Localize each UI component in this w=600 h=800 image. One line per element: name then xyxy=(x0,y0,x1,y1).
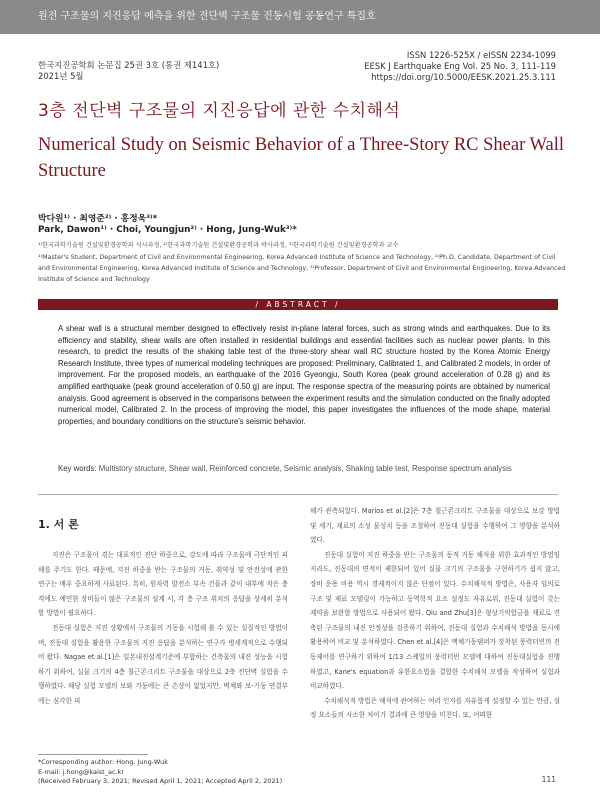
email[interactable]: E-mail: j.hong@kaist_ac.kr xyxy=(38,767,125,776)
received-dates: (Received February 3, 2021; Revised April 1, 2021; Accepted April 2, 2021) xyxy=(38,777,283,786)
journal-volume-en: EESK J Earthquake Eng Vol. 25 No. 3, 111-119 xyxy=(364,61,556,71)
abstract-header: / ABSTRACT / xyxy=(38,299,558,310)
page-number: 111 xyxy=(541,775,556,784)
keywords-list: Multistory structure, Shear wall, Reinforced concrete, Seismic analysis, Shaking table test, Response spectrum analysis xyxy=(98,464,512,473)
paragraph: 진동대 실험은 지진 상황에서 구조물의 거동을 시험해 볼 수 있는 실질적인 방법이며, 진동대 실험을 활용한 구조물의 지진 응답을 분석하는 연구가 병세계적으로 수행되어 왔다. Nagae et al.[1]은 일본내진설계기준에 부합하는 건축물의 내진 성능을 시험하기 위하여, 실물 크기의 4층 철근콘크리트 구조물을 대상으로 2축 전단벽 실험을 수행하였다. 해당 실험 모델의 보와 기둥에는 큰 손상이 없었지만, 벽체와 보-기둥 연결부에는 심각한 피 xyxy=(38,623,288,705)
footnote xyxy=(38,758,288,787)
affiliations-korean: ¹⁾한국과학기술원 건설및환경공학과 석사과정, ²⁾한국과학기술원 건설및환경공학과 박사과정, ³⁾한국과학기술원 건설및환경공학과 교수 xyxy=(38,242,399,249)
journal-info-en xyxy=(364,50,556,83)
paragraph: 해가 관측되었다. Marios et al.[2]은 7층 철근콘크리트 구조물을 대상으로 보강 방법 및 세기, 재료의 소성 물성치 등을 조절하여 진동대 실험을 수행하여 그 영향을 분석하였다. xyxy=(310,507,560,545)
keywords-label: Key words: xyxy=(58,464,97,473)
paragraph: 수치해석적 방법은 해석에 관여하는 여러 인자를 자유롭게 설정할 수 있는 만큼, 설정 요소들의 사소한 차이가 결과에 큰 영향을 미친다. 또, 어떠한 xyxy=(310,696,560,720)
paragraph: 진동대 실험이 지진 하중을 받는 구조물의 동적 거동 해석을 위한 효과적인 방법임지라도, 진동대의 면적이 제한되어 있어 실물 크기의 구조물을 구현하기가 쉽지 않고, 장비 운용 비용 역시 경제적이지 않은 단점이 있다. 수치해석적 방법은, 사용자 임의로 구조 및 재료 모델링이 가능하고 동역학적 요소 설정도 자유로워, 진동대 실험이 갖는 제약을 보완할 방법으로 사용되어 왔다. Qiu and Zhu[3]은 형상기억합금을 재료로 견축된 구조물의 내진 안정성을 검증하기 위하여, 진동대 실험과 수치해석 방법을 동시에 활용하여 비교 및 분석하였다. Chen et al.[4]은 액체기둥댐퍼가 장착된 풍력터빈의 진동제어를 연구하기 위하여 1/13 스케일의 풍력터빈 모델에 대하여 진동대실험을 진행하였고, Kane's equation과 유한요소법을 결합한 수치해석 모델을 작성하여 실험과 비교하였다. xyxy=(310,550,560,691)
section-heading: 1. 서 론 xyxy=(38,518,79,531)
special-issue-banner: 원전 구조물의 지진응답 예측을 위한 전단벽 구조물 진동시험 공동연구 특집호 xyxy=(0,0,600,34)
issn: ISSN 1226-525X / eISSN 2234-1099 xyxy=(406,50,556,60)
keywords xyxy=(58,463,550,474)
title-korean: 3층 전단벽 구조물의 지진응답에 관한 수치해석 xyxy=(38,101,401,121)
abstract-text: A shear wall is a structural member designed to effectively resist in-plane lateral forces, such as strong winds and earthquakes. Due to its efficiency and stability, shear walls are often installed in residential buildings and essential facilities such as nuclear power plants. In this research, to predict the results of the shaking table test of the three-story shear wall RC structure hosted by the Korea Atomic Energy Research Institute, three types of numerical modeling techniques are proposed: Preliminary, Calibrated 1, and Calibrated 2 models, in order of improvement. For the proposed models, an earthquake of the 2016 Gyeongju, South Korea (peak ground acceleration of 0.28 g) and its amplified earthquake (peak ground acceleration of 0.50 g) are input. The response spectra of the measuring points are obtained by numerical analysis. Good agreement is observed in the comparisons between the experiment results and the simulation conducted on the finally adopted numerical model, Calibrated 2. In the process of improving the model, this paper investigates the influences of the mode shape, material properties, and boundary conditions on the structure's seismic behavior. xyxy=(58,324,550,426)
authors-english: Park, Dawon¹⁾ · Choi, Youngjun²⁾ · Hong, Jung-Wuk³⁾* xyxy=(38,225,297,235)
right-column xyxy=(310,504,560,723)
left-column xyxy=(38,548,288,709)
title-english: Numerical Study on Seismic Behavior of a Three-Story RC Shear Wall Structure xyxy=(38,135,565,181)
affiliations-english: ¹⁾Master's Student, Department of Civil and Environmental Engineering, Korea Advanced Institute of Science and Technology, ²⁾Ph.D, Candidate, Department of Civil and Environmental Engineering, Korea Advanced Institute of Science and Technology, ³⁾Professor, Department of Civil and Environmental Engineering, Korea Advanced Institute of Science and Technology xyxy=(38,254,566,283)
journal-volume-ko: 한국지진공학회 논문집 25권 3호 (통권 제141호) xyxy=(38,60,220,70)
footnote-rule xyxy=(38,754,148,755)
doi-link[interactable]: https://doi.org/10.5000/EESK.2021.25.3.111 xyxy=(371,72,556,82)
corresponding-author: *Corresponding author: Hong, Jung-Wuk xyxy=(38,758,168,766)
paragraph: 지진은 구조물이 겪는 대표적인 전단 하중으로, 강도에 따라 구조물에 극단적인 피해를 주기도 한다. 때문에, 지진 하중을 받는 구조물의 거동, 취약성 및 안전성에 관한 연구는 매우 중요하게 사료된다. 특히, 원자력 발전소 부속 건물과 같이 내부에 작은 충격에도 예민한 장비들이 많은 구조물의 설계 시, 각 층 구조 위치의 응답을 상세히 분석할 방법이 필요하다. xyxy=(38,551,288,618)
divider xyxy=(38,494,558,495)
journal-date-ko: 2021년 5월 xyxy=(38,71,84,81)
journal-info-ko xyxy=(38,60,219,82)
authors-korean: 박다원¹⁾ · 최영준²⁾ · 홍정욱³⁾* xyxy=(38,214,158,224)
